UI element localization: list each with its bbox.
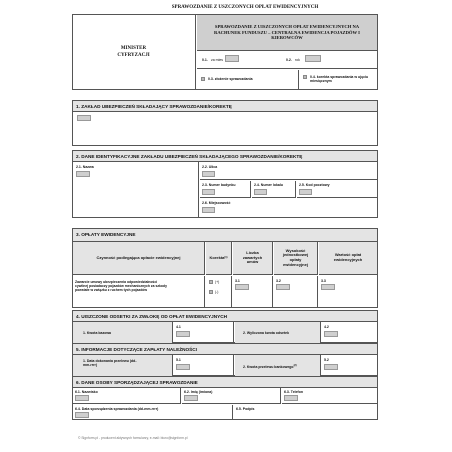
field-3-2-input[interactable] — [276, 284, 290, 290]
month-label: 0.1. — [202, 58, 208, 62]
field-4-2-cell — [322, 322, 377, 343]
transfer-date-cell — [73, 355, 173, 376]
col-value-header — [319, 242, 377, 275]
insurer-input[interactable] — [77, 115, 91, 121]
col-unit-fee-text: Wysokość jednostkowej opłaty ewidencyjnej — [282, 247, 309, 267]
field-5-2-label: 5.2 — [324, 358, 329, 362]
field-3-1-input[interactable] — [235, 284, 249, 290]
section-5-body — [73, 354, 377, 375]
correction-plus-checkbox[interactable] — [209, 280, 213, 284]
col-count-header — [233, 242, 273, 275]
section-1-title: 1. ZAKŁAD UBEZPIECZEŃ SKŁADAJĄCY SPRAWOZDANIE/KOREKTĘ — [76, 104, 232, 109]
street-label: 2.2. Ulica — [202, 165, 218, 169]
city-label: 2.6. Miejscowość — [202, 201, 231, 205]
col-activity-header — [73, 242, 205, 275]
section-6 — [72, 376, 378, 420]
interest-label: 2. Wyliczona kwota odsetek — [243, 331, 290, 335]
surname-label: 6.1. Nazwisko — [75, 390, 98, 394]
section-2 — [72, 150, 378, 218]
correction-label: 0.4. korekta sprawozdania w ujęciu miesięcznym — [310, 75, 369, 83]
correction-plus-label: (+) — [215, 280, 220, 284]
section-1 — [72, 100, 378, 146]
col-correction-text: Korekta — [209, 254, 225, 260]
period-row — [197, 52, 377, 69]
field-4-1-cell — [174, 322, 234, 343]
section-6-title: 6. DANE OSOBY SPORZĄDZAJĄCEJ SPRAWOZDANIE — [76, 380, 198, 385]
interest-cell — [235, 322, 321, 343]
field-3-1-label: 3.1 — [235, 279, 240, 283]
section-1-body — [73, 111, 377, 145]
phone-cell — [282, 388, 377, 404]
section-4-title: 4. UISZCZONE ODSETKI ZA ZWŁOKĘ OD OPŁAT EWIDENCYJNYCH — [76, 314, 228, 319]
field-5-1-cell — [174, 355, 234, 376]
street-input[interactable] — [202, 171, 215, 177]
unit-fee-cell — [274, 276, 318, 308]
field-4-2-label: 4.2 — [324, 325, 329, 329]
field-4-2-input[interactable] — [324, 331, 338, 337]
submission-checkbox[interactable] — [201, 77, 205, 81]
postal-cell — [297, 181, 377, 198]
transfer-amount-text: 2. Kwota przelewu bankowego — [243, 365, 294, 370]
field-4-1-label: 4.1 — [176, 325, 181, 329]
transfer-amount-cell — [235, 355, 321, 376]
section-5 — [72, 343, 378, 376]
col-correction-header — [206, 242, 232, 275]
street-cell — [200, 162, 377, 180]
name-cell — [73, 162, 199, 218]
activity-text: Zawarcie umowy ubezpieczenia odpowiedzialności cywilnej posiadaczy pojazdów mechanicznych za szkody powstałe w związku z ruchem tych pojazdów — [75, 280, 167, 292]
building-label: 2.3. Numer budynku — [202, 183, 236, 187]
base-amount-cell — [73, 322, 173, 343]
city-input[interactable] — [202, 207, 215, 213]
section-4-body — [73, 321, 377, 342]
section-3 — [72, 228, 378, 308]
section-2-title: 2. DANE IDENTYFIKACYJNE ZAKŁADU UBEZPIECZEŃ SKŁADAJĄCEGO SPRAWOZDANIE/KOREKTĘ — [76, 154, 303, 159]
signature-label: 6.5. Podpis — [236, 407, 255, 411]
report-date-input[interactable] — [75, 412, 89, 418]
count-cell — [233, 276, 273, 308]
fees-table — [73, 241, 377, 307]
field-5-1-input[interactable] — [176, 364, 190, 370]
submission-checkbox-cell — [197, 70, 299, 90]
postal-input[interactable] — [299, 189, 312, 195]
field-5-2-input[interactable] — [324, 364, 338, 370]
form-title: SPRAWOZDANIE Z UISZCZONYCH OPŁAT EWIDENCYJNYCH NA RACHUNEK FUNDUSZU – CENTRALNA EWIDENCJA POJAZDÓW I KIEROWCÓW — [214, 24, 360, 41]
submission-label: 0.3. złożenie sprawozdania — [208, 77, 253, 81]
minister-label: MINISTER CYFRYZACJI — [117, 46, 150, 58]
field-3-3-input[interactable] — [321, 284, 335, 290]
firstname-input[interactable] — [184, 395, 198, 401]
firstname-cell — [182, 388, 281, 404]
col-unit-fee-header — [274, 242, 318, 275]
name-input[interactable] — [76, 171, 90, 177]
value-cell — [319, 276, 377, 308]
form-title-cell — [197, 15, 377, 51]
building-input[interactable] — [202, 189, 215, 195]
section-5-title: 5. INFORMACJE DOTYCZĄCE ZAPŁATY NALEŻNOŚCI — [76, 347, 197, 352]
firstname-label: 6.2. Imię (imiona) — [184, 390, 213, 394]
transfer-amount-sup: (2) — [293, 364, 297, 367]
correction-checkbox[interactable] — [303, 75, 307, 79]
surname-cell — [73, 388, 181, 404]
field-5-1-label: 5.1 — [176, 358, 181, 362]
signature-cell — [234, 405, 377, 420]
month-suffix: za mies — [211, 58, 224, 62]
transfer-amount-label — [243, 364, 297, 369]
report-date-label: 6.4. Data sporządzenia sprawozdania (dd-mm-rrrr) — [75, 407, 159, 411]
correction-checkbox-cell — [300, 70, 377, 90]
year-label: 0.2. — [286, 58, 292, 62]
section-4 — [72, 310, 378, 343]
correction-minus-checkbox[interactable] — [209, 290, 213, 294]
city-cell — [200, 199, 377, 218]
col-count-text: Liczba zawartych umów — [242, 250, 263, 265]
transfer-date-label: 1. Data dokonania przelewu (dd-mm-rrrr) — [83, 359, 137, 367]
document-title: SPRAWOZDANIE Z USZCZONYCH OPŁAT EWIDENCYJNYCH — [171, 5, 319, 10]
footer-text: © Signform.pl - producent aktywnych formularzy, e-mail: biuro@signform.pl — [78, 436, 188, 440]
name-label: 2.1. Nazwa — [76, 165, 94, 169]
report-date-cell — [73, 405, 233, 420]
field-3-3-label: 3.3 — [321, 279, 326, 283]
phone-input[interactable] — [284, 395, 298, 401]
unit-label: 2.4. Numer lokalu — [254, 183, 283, 187]
unit-input[interactable] — [254, 189, 267, 195]
col-activity-text: Czynność podlegająca opłacie ewidencyjnej — [96, 254, 181, 260]
surname-input[interactable] — [75, 395, 89, 401]
building-cell — [200, 181, 251, 198]
section-6-body — [73, 387, 377, 419]
col-correction-sup: (1) — [224, 255, 228, 259]
activity-cell — [73, 276, 205, 308]
field-4-1-input[interactable] — [176, 331, 190, 337]
base-amount-label: 1. Kwota bazowa — [83, 331, 112, 335]
year-input[interactable] — [305, 55, 321, 62]
col-value-text: Wartość opłat ewidencyjnych — [333, 252, 363, 262]
minister-cell — [72, 14, 196, 90]
postal-label: 2.5. Kod pocztowy — [299, 183, 330, 187]
field-5-2-cell — [322, 355, 377, 376]
correction-minus-label: (-) — [215, 290, 219, 294]
phone-label: 6.3. Telefon — [284, 390, 303, 394]
section-3-title: 3. OPŁATY EWIDENCYJNE — [76, 232, 136, 237]
year-suffix: rok — [295, 58, 300, 62]
unit-cell — [252, 181, 296, 198]
month-input[interactable] — [225, 55, 239, 62]
section-2-body — [73, 161, 377, 217]
field-3-2-label: 3.2 — [276, 279, 281, 283]
correction-cell — [206, 276, 232, 308]
